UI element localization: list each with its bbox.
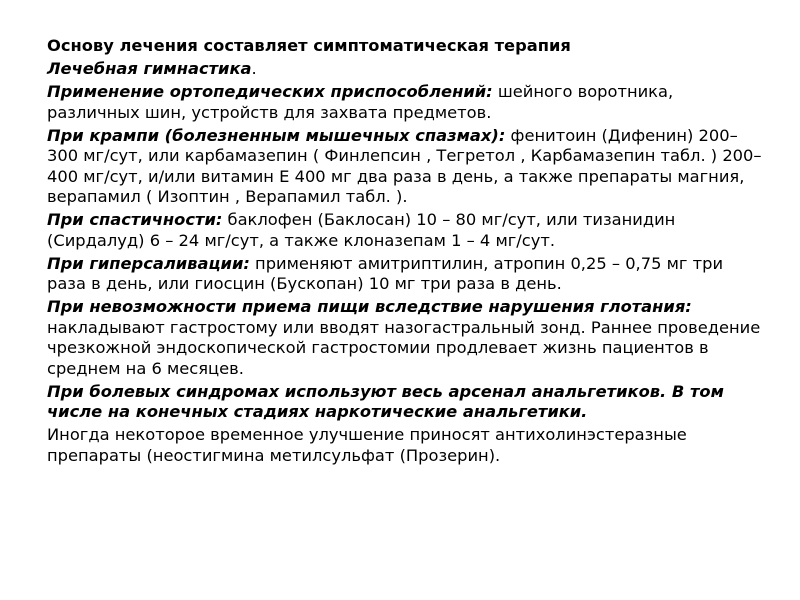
text-cramps: фенитоин (Дифенин) 200–300 мг/сут, или карбамазепин ( Финлепсин , Тегретол , Карбамазепин табл. ) 200–400 мг/сут, и/или витамин Е 400 мг два раза в день, а также препараты магния, верапамил ( Изоптин , Верапамил табл. ). <box>47 125 762 206</box>
paragraph-gymnastics <box>47 59 762 80</box>
term-pain: При болевых синдромах используют весь арсенал анальгетиков. В том числе на конечных стадиях наркотические анальгетики. <box>47 381 724 421</box>
paragraph-pain <box>47 382 762 423</box>
text-spasticity: баклофен (Баклосан) 10 – 80 мг/сут, или тизанидин (Сирдалуд) 6 – 24 мг/сут, а также клоназепам 1 – 4 мг/сут. <box>47 210 676 250</box>
paragraph-hypersalivation <box>47 254 762 295</box>
paragraph-cramps <box>47 126 762 208</box>
slide-content <box>47 36 762 469</box>
text-hypersalivation: применяют амитриптилин, атропин 0,25 – 0,75 мг три раза в день, или гиосцин (Бускопан) 10 мг три раза в день. <box>47 253 724 293</box>
term-spasticity: При спастичности: <box>47 210 223 229</box>
text-gymnastics: . <box>251 59 257 78</box>
paragraph-closing <box>47 425 762 466</box>
term-gymnastics: Лечебная гимнастика <box>47 59 252 78</box>
text-closing: Иногда некоторое временное улучшение приносят антихолинэстеразные препараты (неостигмина метилсульфат (Прозерин). <box>47 425 687 465</box>
paragraph-spasticity <box>47 210 762 251</box>
paragraph-swallowing <box>47 297 762 379</box>
paragraph-orthopedic <box>47 82 762 123</box>
term-hypersalivation: При гиперсаливации: <box>47 253 250 273</box>
term-swallowing: При невозможности приема пищи вследствие нарушения глотания: <box>47 297 692 316</box>
slide-heading: Основу лечения составляет симптоматическая терапия <box>47 36 571 55</box>
text-orthopedic: шейного воротника, различных шин, устройств для захвата предметов. <box>47 82 674 122</box>
text-swallowing: накладывают гастростому или вводят назогастральный зонд. Раннее проведение чрезкожной эндоскопической гастростомии продлевает жизнь пациентов в среднем на 6 месяцев. <box>47 317 761 378</box>
term-orthopedic: Применение ортопедических приспособлений: <box>47 82 493 101</box>
term-cramps: При крампи (болезненным мышечных спазмах): <box>47 125 506 145</box>
